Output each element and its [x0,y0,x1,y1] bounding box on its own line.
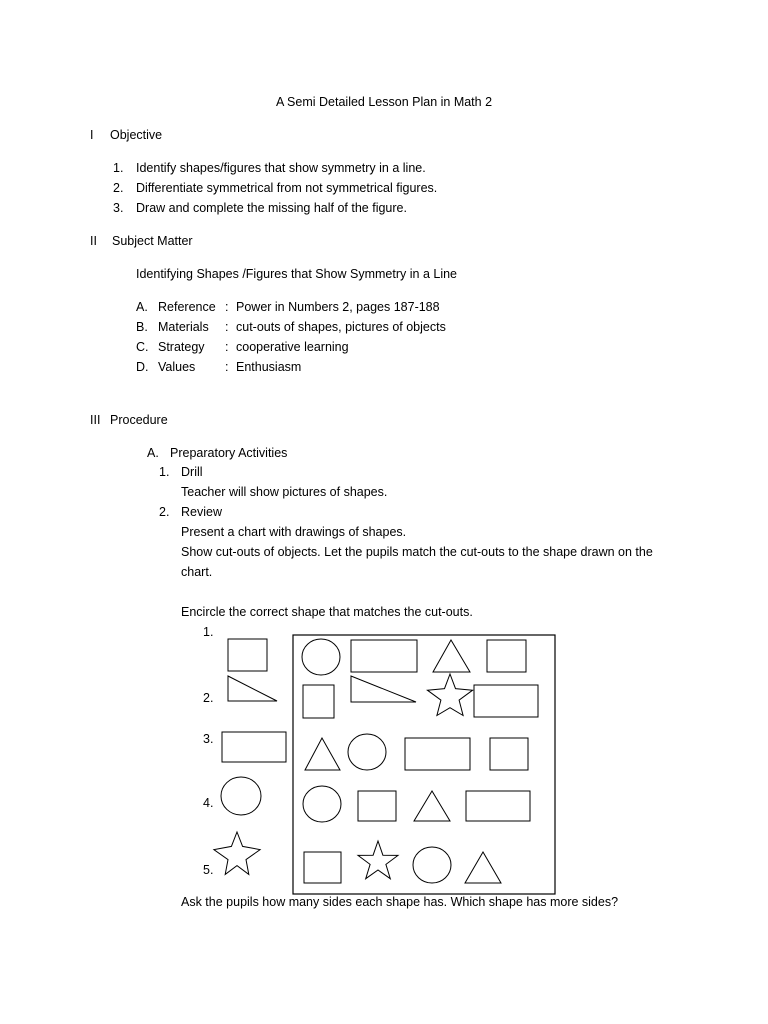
detail-letter: B. [136,320,148,334]
grid-square [303,685,334,718]
section-numeral-procedure: III [90,413,101,427]
grid-circle [348,734,386,770]
step-line: Present a chart with drawings of shapes. [181,525,407,539]
detail-separator: : [225,340,229,354]
cutout-rectangle [228,639,267,671]
grid-rectangle [358,791,396,821]
grid-star [427,674,472,716]
closing-question: Ask the pupils how many sides each shape has. Which shape has more sides? [181,895,619,909]
grid-rectangle [490,738,528,770]
section-heading-procedure: Procedure [110,413,168,427]
detail-label: Values [158,360,196,374]
exercise-number: 4. [203,796,214,810]
exercise-number: 2. [203,691,214,705]
grid-circle [413,847,451,883]
objective-number: 1. [113,161,124,175]
step-number: 2. [159,505,170,519]
cutout-right-triangle [228,676,277,701]
step-number: 1. [159,465,170,479]
detail-value: cooperative learning [236,340,349,354]
objective-number: 3. [113,201,124,215]
section-heading-subject-matter: Subject Matter [112,234,193,248]
cutout-circle [221,777,261,815]
detail-letter: C. [136,340,149,354]
detail-value: Power in Numbers 2, pages 187-188 [236,300,440,314]
grid-triangle [305,738,340,770]
detail-label: Strategy [158,340,205,354]
objective-number: 2. [113,181,124,195]
cutout-star [214,832,260,874]
detail-letter: A. [136,300,148,314]
step-title: Review [181,505,222,519]
exercise-number: 3. [203,732,214,746]
grid-circle [303,786,341,822]
detail-letter: D. [136,360,149,374]
section-numeral-objective: I [90,128,94,142]
detail-label: Reference [158,300,216,314]
detail-label: Materials [158,320,209,334]
grid-wide-rectangle [351,640,417,672]
detail-separator: : [225,320,229,334]
detail-separator: : [225,300,229,314]
exercise-number: 1. [203,625,214,639]
grid-triangle [433,640,470,672]
procedure-sub-heading: Preparatory Activities [170,446,288,460]
step-line: chart. [181,565,213,579]
detail-separator: : [225,360,229,374]
grid-wide-rectangle [474,685,538,717]
grid-wide-rectangle [466,791,530,821]
grid-wide-rectangle [405,738,470,770]
exercise-number: 5. [203,863,214,877]
answer-grid-frame [293,635,555,894]
cutout-wide-rectangle [222,732,286,762]
grid-rectangle [487,640,526,672]
detail-value: Enthusiasm [236,360,302,374]
detail-value: cut-outs of shapes, pictures of objects [236,320,446,334]
grid-star [358,841,398,879]
procedure-sub-letter: A. [147,446,159,460]
step-title: Drill [181,465,203,479]
step-line: Show cut-outs of objects. Let the pupils match the cut-outs to the shape drawn on the [181,545,653,559]
grid-triangle [414,791,450,821]
grid-circle [302,639,340,675]
objective-item: Identify shapes/figures that show symmetry in a line. [136,161,426,175]
section-heading-objective: Objective [110,128,163,142]
grid-triangle [465,852,501,883]
objective-item: Draw and complete the missing half of the figure. [136,201,407,215]
objective-item: Differentiate symmetrical from not symmetrical figures. [136,181,438,195]
subject-topic: Identifying Shapes /Figures that Show Symmetry in a Line [136,267,457,281]
step-line: Teacher will show pictures of shapes. [181,485,388,499]
document-title: A Semi Detailed Lesson Plan in Math 2 [275,95,493,109]
grid-rectangle [304,852,341,883]
grid-right-triangle [351,676,416,702]
section-numeral-subject-matter: II [90,234,97,248]
exercise-instruction: Encircle the correct shape that matches the cut-outs. [181,605,473,619]
